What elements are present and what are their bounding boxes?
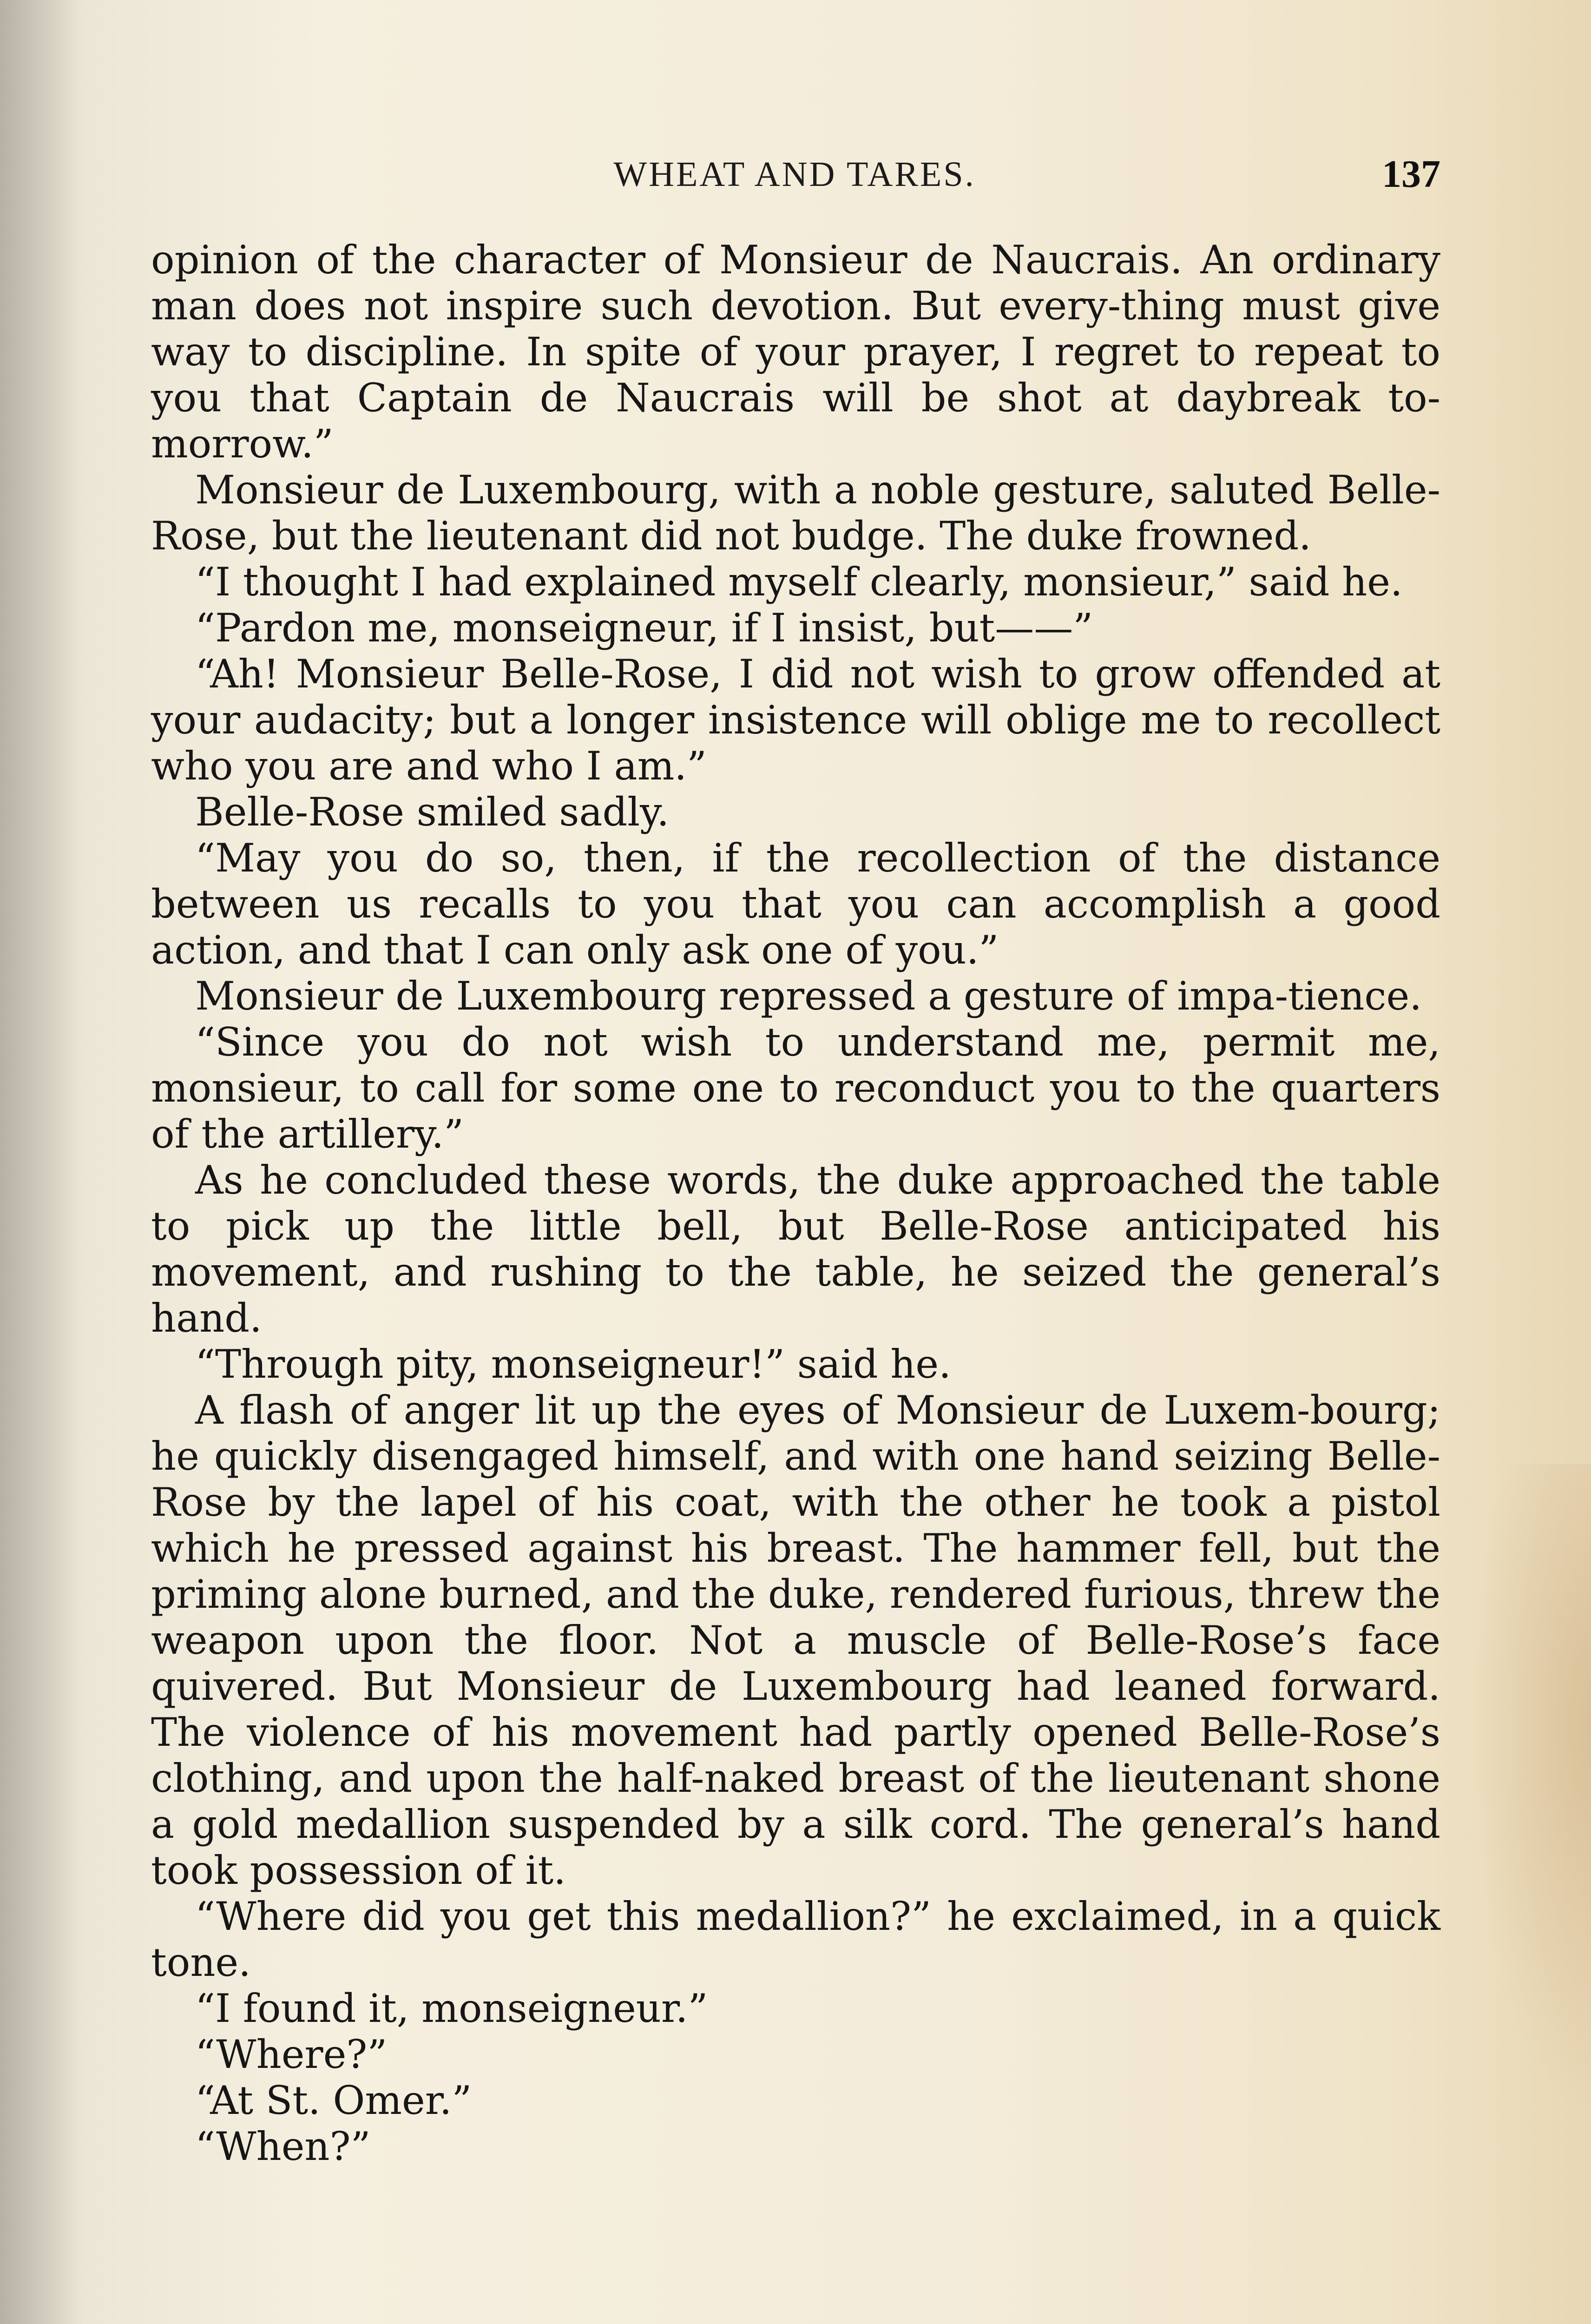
- paragraph: Monsieur de Luxembourg, with a noble gesture, saluted Belle-Rose, but the lieutenant did not budge. The duke frowned.: [151, 467, 1440, 559]
- paragraph: “May you do so, then, if the recollection of the distance between us recalls to you that you can accomplish a good action, and that I can only ask one of you.”: [151, 835, 1440, 973]
- paragraph: “Pardon me, monseigneur, if I insist, but——”: [195, 605, 1093, 651]
- body-text: [151, 237, 1440, 2170]
- paragraph: “I found it, monseigneur.”: [195, 1986, 708, 2031]
- running-head: [149, 149, 1440, 200]
- page-number: 137: [1382, 152, 1440, 196]
- paper-stain: [1470, 1464, 1591, 2115]
- running-title: WHEAT AND TARES.: [613, 155, 976, 194]
- paragraph: “At St. Omer.”: [195, 2078, 472, 2123]
- paragraph: A flash of anger lit up the eyes of Monsieur de Luxem-bourg; he quickly disengaged himself, and with one hand seizing Belle-Rose by the lapel of his coat, with the other he took a pistol which he pressed against his breast. The hammer fell, but the priming alone burned, and the duke, rendered furious, threw the weapon upon the floor. Not a muscle of Belle-Rose’s face quivered. But Monsieur de Luxembourg had leaned forward. The violence of his movement had partly opened Belle-Rose’s clothing, and upon the half-naked breast of the lieutenant shone a gold medallion suspended by a silk cord. The general’s hand took possession of it.: [151, 1387, 1440, 1893]
- paragraph: Belle-Rose smiled sadly.: [195, 789, 670, 835]
- paragraph: As he concluded these words, the duke approached the table to pick up the little bell, but Belle-Rose anticipated his movement, and rushing to the table, he seized the general’s hand.: [151, 1157, 1440, 1341]
- paragraph: Monsieur de Luxembourg repressed a gesture of impa-tience.: [195, 973, 1422, 1019]
- paragraph: “Ah! Monsieur Belle-Rose, I did not wish to grow offended at your audacity; but a longer insistence will oblige me to recollect who you are and who I am.”: [151, 651, 1440, 789]
- paragraph: “Since you do not wish to understand me, permit me, monsieur, to call for some one to reconduct you to the quarters of the artillery.”: [151, 1019, 1440, 1157]
- paragraph: “I thought I had explained myself clearly, monsieur,” said he.: [195, 559, 1403, 605]
- paragraph: “Where?”: [195, 2032, 388, 2077]
- spine-shadow: [0, 0, 84, 2324]
- paragraph: opinion of the character of Monsieur de Naucrais. An ordinary man does not inspire such devotion. But every-thing must give way to discipline. In spite of your prayer, I regret to repeat to you that Captain de Naucrais will be shot at daybreak to-morrow.”: [151, 237, 1440, 467]
- paragraph: “Through pity, monseigneur!” said he.: [195, 1341, 951, 1387]
- paragraph: “Where did you get this medallion?” he exclaimed, in a quick tone.: [151, 1894, 1440, 1985]
- paragraph: “When?”: [195, 2124, 371, 2169]
